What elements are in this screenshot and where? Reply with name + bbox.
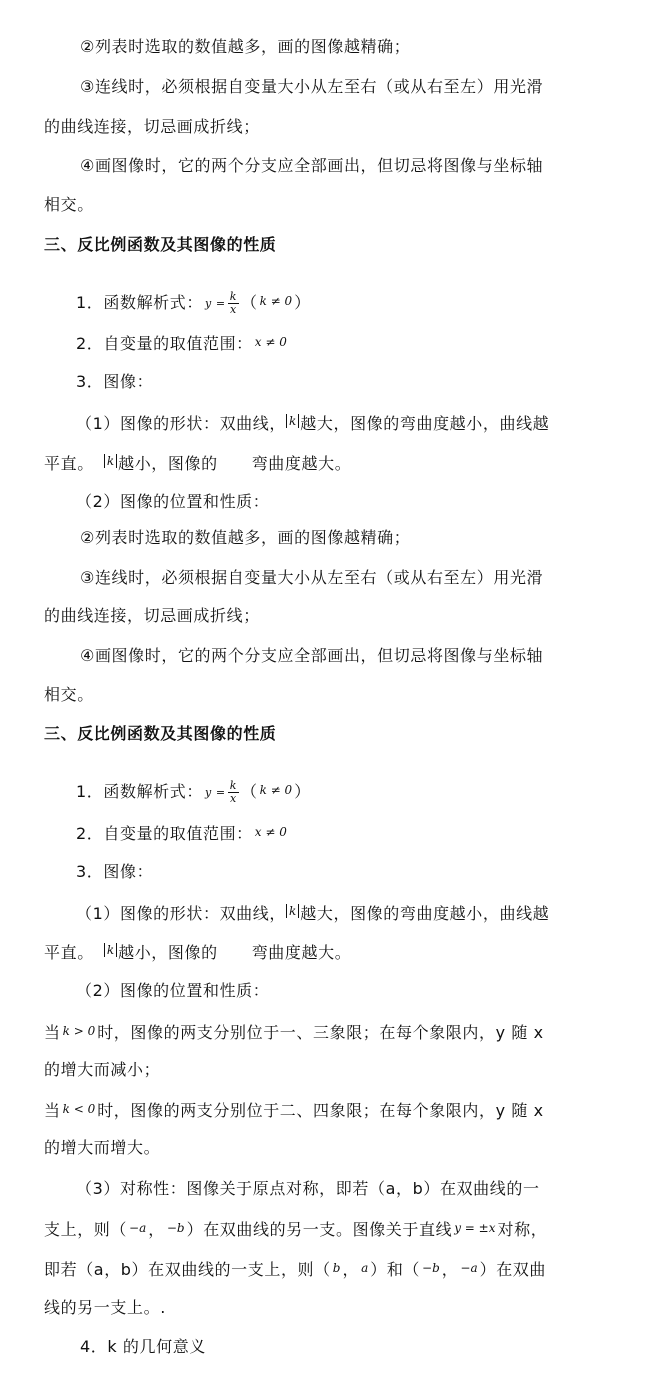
formula-line: 2．自变量的取值范围： x ≠ 0 xyxy=(76,334,287,353)
paragraph-line: 的曲线连接，切忌画成折线； xyxy=(44,117,260,136)
paragraph-line: 的曲线连接，切忌画成折线； xyxy=(44,606,260,625)
paragraph-line: ③连线时，必须根据自变量大小从左至右（或从右至左）用光滑 xyxy=(80,77,544,96)
paragraph-line: 相交。 xyxy=(44,685,94,704)
paragraph-line: 4．k 的几何意义 xyxy=(80,1337,206,1356)
paragraph-line: 当 k > 0 时，图像的两支分别位于一、三象限；在每个象限内，y 随 x xyxy=(44,1023,544,1042)
paragraph-line: 相交。 xyxy=(44,195,94,214)
paragraph-line: 的增大而增大。 xyxy=(44,1138,161,1157)
paragraph-line: ④画图像时，它的两个分支应全部画出，但切忌将图像与坐标轴 xyxy=(80,156,544,175)
paragraph-line: ②列表时选取的数值越多，画的图像越精确； xyxy=(80,528,411,547)
formula-line: 1．函数解析式： y = $\frac{k}{x}$ （ k ≠ 0 ） xyxy=(76,779,311,805)
paragraph-line: 当 k < 0 时，图像的两支分别位于二、四象限；在每个象限内，y 随 x xyxy=(44,1101,544,1120)
section-heading: 三、反比例函数及其图像的性质 xyxy=(44,235,277,254)
fraction-formula: y = $\frac{k}{x}$ xyxy=(204,290,237,316)
paragraph-line: 3．图像： xyxy=(76,372,154,391)
paragraph-line: 支上，则（ −a ， −b ）在双曲线的另一支。图像关于直线 y = ±x 对称， xyxy=(44,1220,548,1239)
paragraph-line: （2）图像的位置和性质： xyxy=(76,492,270,511)
paragraph-line: （2）图像的位置和性质： xyxy=(76,981,270,1000)
paragraph-line: 平直。 k 越小，图像的 弯曲度越大。 xyxy=(44,454,352,473)
paragraph-line: 线的另一支上。. xyxy=(44,1298,166,1317)
section-heading: 三、反比例函数及其图像的性质 xyxy=(44,724,277,743)
paragraph-line: 即若（a，b）在双曲线的一支上，则（ b ， a ）和（ −b ， −a ）在双曲 xyxy=(44,1260,547,1279)
paragraph-line: ④画图像时，它的两个分支应全部画出，但切忌将图像与坐标轴 xyxy=(80,646,544,665)
formula-line: 2．自变量的取值范围： x ≠ 0 xyxy=(76,824,287,843)
paragraph-line: 的增大而减小； xyxy=(44,1060,161,1079)
paragraph-line: （1）图像的形状：双曲线， k 越大，图像的弯曲度越小，曲线越 xyxy=(76,414,550,433)
paragraph-line: 3．图像： xyxy=(76,862,154,881)
paragraph-line: ②列表时选取的数值越多，画的图像越精确； xyxy=(80,37,411,56)
paragraph-line: （3）对称性：图像关于原点对称，即若（a，b）在双曲线的一 xyxy=(76,1179,540,1198)
fraction-formula: y = $\frac{k}{x}$ xyxy=(204,779,237,805)
paragraph-line: 平直。 k 越小，图像的 弯曲度越大。 xyxy=(44,943,352,962)
paragraph-line: ③连线时，必须根据自变量大小从左至右（或从右至左）用光滑 xyxy=(80,568,544,587)
formula-line: 1．函数解析式： y = $\frac{k}{x}$ （ k ≠ 0 ） xyxy=(76,290,311,316)
paragraph-line: （1）图像的形状：双曲线， k 越大，图像的弯曲度越小，曲线越 xyxy=(76,904,550,923)
